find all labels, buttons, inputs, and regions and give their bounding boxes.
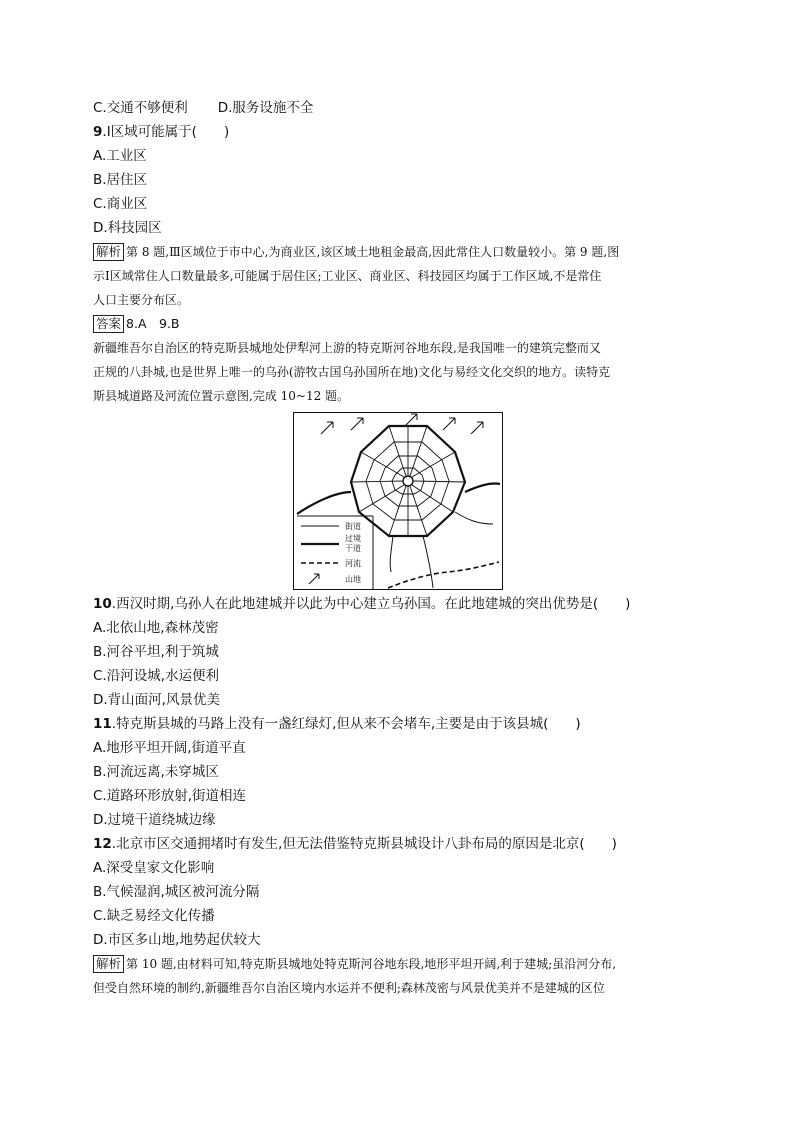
q9-option-c: C.商业区 (93, 196, 148, 212)
legend-mountain-label: 山地 (345, 575, 361, 584)
q8-option-c: C.交通不够便利 (93, 100, 188, 116)
answer-tag: 答案 (93, 315, 124, 333)
analysis-8-9 (93, 240, 705, 312)
material-line: 正规的八卦城,也是世界上唯一的乌孙(游牧古国乌孙国所在地)文化与易经文化交织的地方。读特克 (93, 365, 611, 379)
analysis-line: 但受自然环境的制约,新疆维吾尔自治区境内水运并不便利;森林茂密与风景优美并不是建城的区位 (93, 981, 605, 995)
analysis-line: 人口主要分布区。 (93, 293, 190, 307)
material-line: 斯县城道路及河流位置示意图,完成 10~12 题。 (93, 389, 350, 403)
q12-number: 12 (93, 836, 112, 852)
map-frame (294, 413, 503, 590)
q10-option-c: C.沿河设城,水运便利 (93, 668, 220, 684)
q9-option-a: A.工业区 (93, 148, 147, 164)
q10-text: .西汉时期,乌孙人在此地建城并以此为中心建立乌孙国。在此地建城的突出优势是( ) (111, 596, 631, 612)
exam-page (93, 96, 705, 1000)
q11-number: 11 (93, 716, 112, 732)
q12-option-d: D.市区多山地,地势起伏较大 (93, 932, 261, 948)
analysis-line: 示Ⅰ区域常住人口数量最多,可能属于居住区;工业区、商业区、科技园区均属于工作区域,不是常住 (93, 269, 602, 283)
tekes-map-svg (293, 412, 503, 590)
analysis-text: 第 10 题,由材料可知,特克斯县城地处特克斯河谷地东段,地形平坦开阔,利于建城;虽沿河分布, (126, 957, 617, 971)
q12-option-a: A.深受皇家文化影响 (93, 860, 215, 876)
material-paragraph (93, 336, 705, 408)
q10-option-d: D.背山面河,风景优美 (93, 692, 220, 708)
analysis-line (93, 952, 705, 976)
city-center-circle (403, 476, 413, 486)
material-line: 新疆维吾尔自治区的特克斯县城地处伊犁河上游的特克斯河谷地东段,是我国唯一的建筑完整而又 (93, 341, 601, 355)
answer-8-9 (93, 312, 705, 336)
analysis-10-12 (93, 952, 705, 1000)
legend-river-label: 河流 (345, 559, 361, 568)
tekes-map-figure (293, 412, 503, 590)
q10-number: 10 (93, 596, 112, 612)
q9-text: .Ⅰ区域可能属于( ) (102, 124, 230, 140)
legend-highway-label-2: 干道 (345, 544, 361, 553)
q12-option-b: B.气候湿润,城区被河流分隔 (93, 884, 260, 900)
q11-option-c: C.道路环形放射,街道相连 (93, 788, 247, 804)
q10-option-a: A.北依山地,森林茂密 (93, 620, 219, 636)
q12-stem (93, 832, 705, 856)
q11-text: .特克斯县城的马路上没有一盏红绿灯,但从来不会堵车,主要是由于该县城( ) (111, 716, 581, 732)
q8-options-cd (93, 96, 705, 120)
analysis-line (93, 240, 705, 264)
q9-stem (93, 120, 705, 144)
q12-text: .北京市区交通拥堵时有发生,但无法借鉴特克斯县城设计八卦布局的原因是北京( ) (111, 836, 617, 852)
analysis-tag: 解析 (93, 955, 124, 973)
analysis-tag: 解析 (93, 243, 124, 261)
q11-option-b: B.河流远离,未穿城区 (93, 764, 219, 780)
q9-option-d: D.科技园区 (93, 220, 162, 236)
q11-option-d: D.过境干道绕城边缘 (93, 812, 216, 828)
legend-street-label: 街道 (345, 522, 361, 531)
legend-highway-label-1: 过境 (345, 534, 361, 543)
q12-option-c: C.缺乏易经文化传播 (93, 908, 215, 924)
q10-stem (93, 592, 705, 616)
answer-text: 8.A 9.B (126, 316, 180, 331)
q9-option-b: B.居住区 (93, 172, 148, 188)
q11-stem (93, 712, 705, 736)
q11-option-a: A.地形平坦开阔,街道平直 (93, 740, 246, 756)
analysis-text: 第 8 题,Ⅲ区域位于市中心,为商业区,该区域土地租金最高,因此常住人口数量较小。第 9 题,图 (126, 245, 620, 259)
q8-option-d: D.服务设施不全 (217, 100, 314, 116)
q9-number: 9 (93, 124, 103, 140)
q10-option-b: B.河谷平坦,利于筑城 (93, 644, 219, 660)
